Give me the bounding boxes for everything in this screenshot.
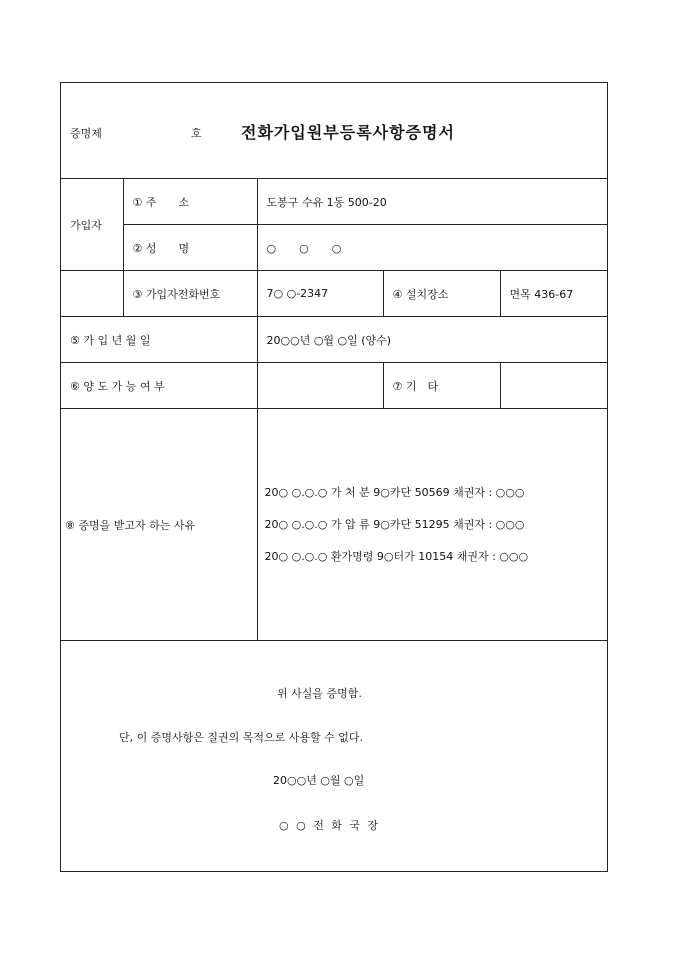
- reason-line: 20○ ○.○.○ 가 처 분 9○카단 50569 채권자 : ○○○: [264, 485, 525, 499]
- transfer-label: ⑥ 양 도 가 능 여 부: [61, 363, 257, 409]
- certify-text: 위 사실을 증명함.: [277, 687, 362, 700]
- title-row: [61, 83, 607, 178]
- reason-line: 20○ ○.○.○ 환가명령 9○터가 10154 채권자 : ○○○: [264, 549, 529, 563]
- install-value: 면목 436-67: [500, 271, 607, 317]
- reason-label: ⑧ 증명을 받고자 하는 사유: [61, 409, 257, 641]
- transfer-row: [61, 363, 607, 409]
- other-value: [500, 363, 607, 409]
- certification-statement: [61, 641, 607, 871]
- document-title: 전화가입원부등록사항증명서: [241, 123, 455, 142]
- phone-row: [61, 271, 607, 317]
- join-date-row: [61, 317, 607, 363]
- join-date-label: ⑤ 가 입 년 월 일: [61, 317, 257, 363]
- reason-line: 20○ ○.○.○ 가 압 류 9○카단 51295 채권자 : ○○○: [264, 517, 525, 531]
- transfer-value: [257, 363, 383, 409]
- address-label: ① 주 소: [123, 179, 257, 225]
- subscriber-group-label: 가입자: [61, 179, 123, 271]
- cert-number-label: 증명제: [70, 127, 102, 140]
- join-date-value: 20○○년 ○월 ○일 (양수): [257, 317, 607, 363]
- phone-value: 7○ ○-2347: [257, 271, 383, 317]
- other-label: ⑦ 기 타: [383, 363, 500, 409]
- certificate-frame: [60, 82, 608, 872]
- empty-cell: [61, 271, 123, 317]
- issuing-office: ○ ○ 전 화 국 장: [279, 819, 381, 832]
- certificate-table: [61, 178, 607, 641]
- address-value: 도봉구 수유 1동 500-20: [257, 179, 607, 225]
- reason-row: [61, 409, 607, 641]
- name-row: [61, 225, 607, 271]
- reason-lines: [257, 409, 607, 641]
- install-label: ④ 설치장소: [383, 271, 500, 317]
- name-label: ② 성 명: [123, 225, 257, 271]
- phone-label: ③ 가입자전화번호: [123, 271, 257, 317]
- cert-ho-label: 호: [191, 127, 202, 140]
- address-row: [61, 179, 607, 225]
- issue-date: 20○○년 ○월 ○일: [273, 774, 365, 787]
- name-value: ○ ○ ○: [257, 225, 607, 271]
- disclaimer-text: 단, 이 증명사항은 질권의 목적으로 사용할 수 없다.: [119, 731, 363, 744]
